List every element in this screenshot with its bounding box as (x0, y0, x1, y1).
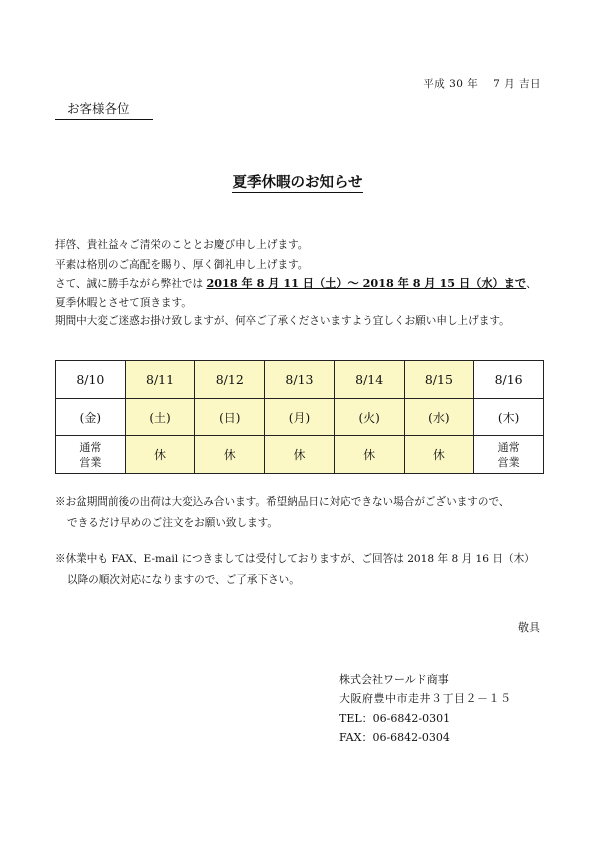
note-shipping: ※お盆期間前後の出荷は大変込み合います。希望納品日に対応できない場合がございますので、 (55, 496, 510, 508)
body-line-period (55, 275, 537, 291)
status-line: 通常 (79, 440, 102, 454)
period-suffix: 、 (526, 278, 537, 290)
status-line: 営業 (497, 455, 520, 469)
status-line: 営業 (79, 455, 102, 469)
calendar-cell-weekday: (水) (404, 399, 474, 436)
period-prefix: さて、誠に勝手ながら弊社では (55, 278, 207, 290)
calendar-cell-date: 8/15 (404, 361, 474, 399)
addressee: お客様各位 (55, 99, 153, 120)
status-line: 通常 (497, 440, 520, 454)
issue-date: 平成 30 年 7 月 吉日 (423, 78, 541, 90)
calendar-cell-status: 休 (265, 436, 335, 474)
sender-address: 大阪府豊中市走井３丁目２－１５ (339, 692, 512, 705)
note-fax-email: ※休業中も FAX、E-mail につきましては受付しておりますが、ご回答は 2018 年 8 月 16 日（木） (55, 553, 535, 565)
calendar-cell-weekday: (火) (334, 399, 404, 436)
calendar-cell-date: 8/16 (474, 361, 544, 399)
body-line-apology: 期間中大変ご迷惑お掛け致しますが、何卒ご了承くださいますよう宜しくお願い申し上げます。 (55, 315, 510, 327)
calendar-cell-status: 休 (334, 436, 404, 474)
note-shipping-continued: できるだけ早めのご注文をお願い致します。 (67, 517, 279, 529)
closing-word: 敬具 (518, 621, 540, 634)
holiday-period: 2018 年 8 月 11 日（土）～ 2018 年 8 月 15 日（水）まで (206, 276, 527, 290)
calendar-cell-weekday: (土) (125, 399, 195, 436)
calendar-cell-status: 休 (195, 436, 265, 474)
calendar-cell-status (56, 436, 126, 474)
calendar-cell-status (474, 436, 544, 474)
calendar-row-dates (56, 361, 544, 399)
calendar-row-weekdays (56, 399, 544, 436)
sender-company: 株式会社ワールド商事 (339, 673, 449, 686)
body-line-greeting: 拝啓、貴社益々ご清栄のこととお慶び申し上げます。 (55, 239, 309, 251)
calendar-cell-date: 8/13 (265, 361, 335, 399)
note-fax-email-continued: 以降の順次対応になりますので、ご了承下さい。 (67, 574, 300, 586)
calendar-cell-weekday: (月) (265, 399, 335, 436)
calendar-cell-weekday: (金) (56, 399, 126, 436)
body-line-holiday: 夏季休暇とさせて頂きます。 (55, 297, 192, 309)
document-title-text: 夏季休暇のお知らせ (232, 174, 363, 191)
sender-fax: FAX：06-6842-0304 (339, 731, 450, 744)
calendar-cell-weekday: (日) (195, 399, 265, 436)
calendar-cell-date: 8/11 (125, 361, 195, 399)
calendar-cell-date: 8/14 (334, 361, 404, 399)
holiday-calendar-table (55, 360, 544, 474)
document-title (0, 171, 595, 192)
calendar-cell-weekday: (木) (474, 399, 544, 436)
calendar-cell-status: 休 (125, 436, 195, 474)
sender-tel: TEL：06-6842-0301 (339, 712, 451, 725)
calendar-cell-date: 8/10 (56, 361, 126, 399)
calendar-row-status (56, 436, 544, 474)
body-line-thanks: 平素は格別のご高配を賜り、厚く御礼申し上げます。 (55, 259, 309, 271)
calendar-cell-status: 休 (404, 436, 474, 474)
calendar-cell-date: 8/12 (195, 361, 265, 399)
